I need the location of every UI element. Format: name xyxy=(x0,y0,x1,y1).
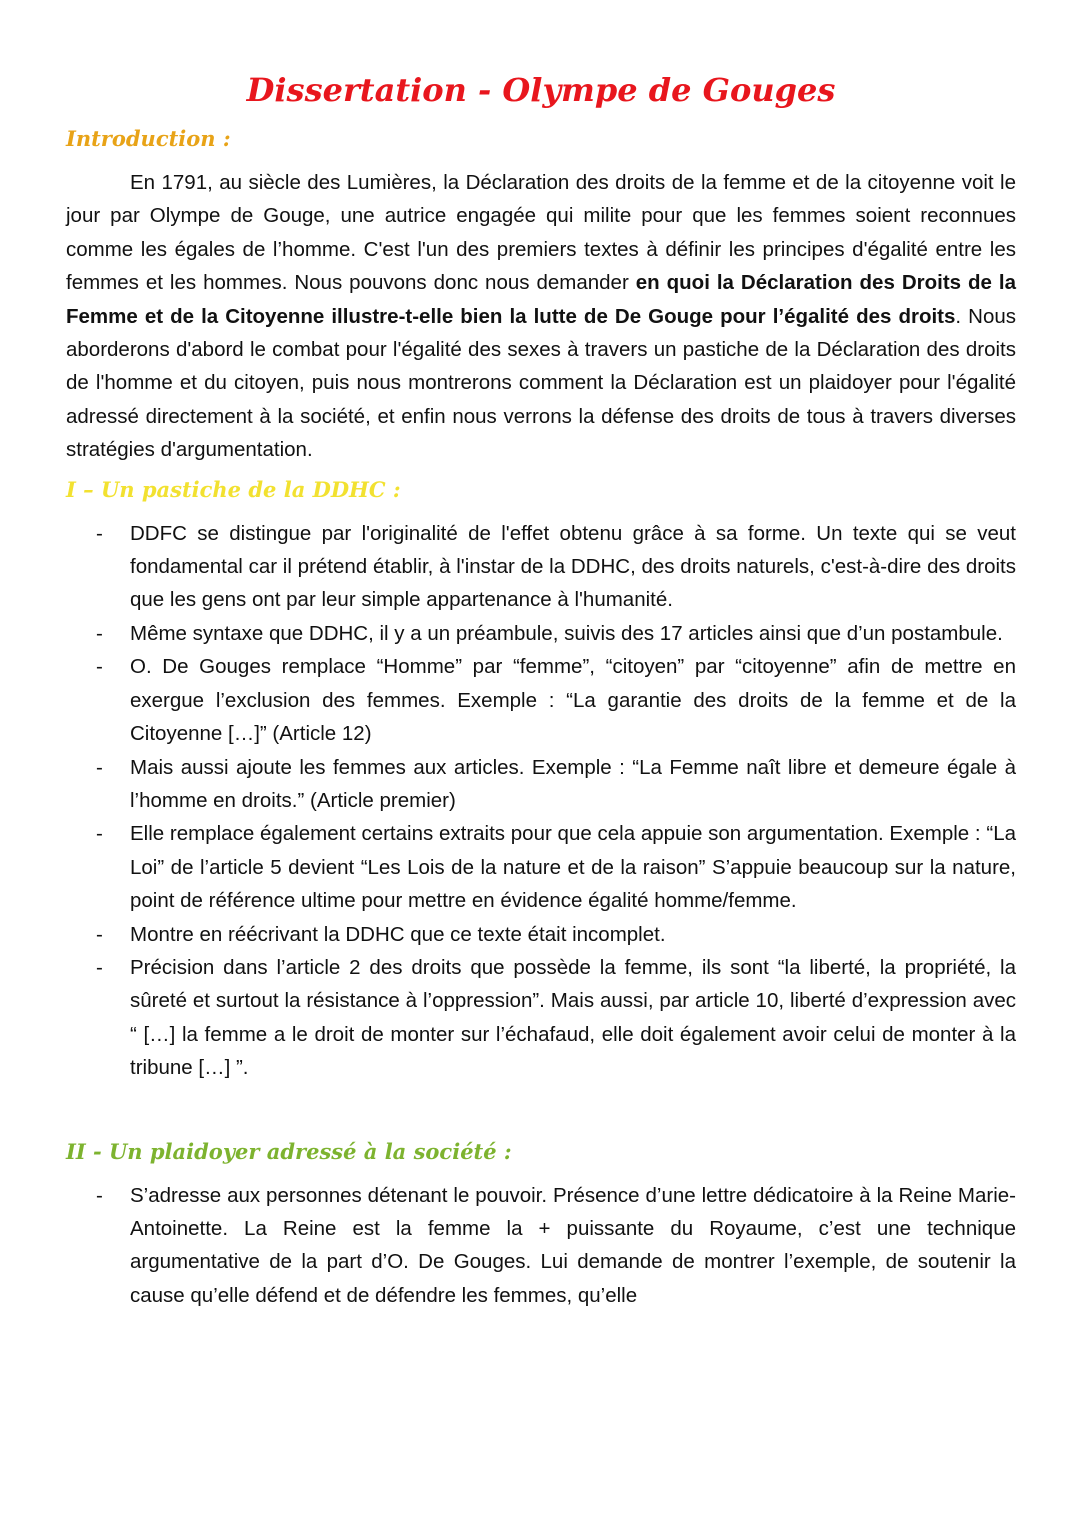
list-item xyxy=(66,817,1016,917)
list-item xyxy=(66,517,1016,617)
part1-bullet-list xyxy=(66,517,1016,1085)
list-item-text: Même syntaxe que DDHC, il y a un préambule, suivis des 17 articles ainsi que d’un postambule. xyxy=(130,621,1003,645)
list-item xyxy=(66,951,1016,1085)
list-item-text: DDFC se distingue par l'originalité de l'effet obtenu grâce à sa forme. Un texte qui se veut fondamental car il prétend établir, à l'instar de la DDHC, des droits naturels, c'est-à-dire des droits que les gens ont par leur simple appartenance à l'humanité. xyxy=(130,521,1016,612)
list-item-text: S’adresse aux personnes détenant le pouvoir. Présence d’une lettre dédicatoire à la Reine Marie-Antoinette. La Reine est la femme la + puissante du Royaume, c’est une technique argumentative de la part d’O. De Gouges. Lui demande de montrer l’exemple, de soutenir la cause qu’elle défend et de défendre les femmes, qu’elle xyxy=(130,1183,1016,1307)
problematique-text: en quoi la Déclaration des Droits de la Femme et de la Citoyenne illustre-t-elle bien la lutte de De Gouge pour l’égalité des droits xyxy=(66,271,1016,328)
introduction-paragraph xyxy=(66,166,1016,467)
bullet-dash: - xyxy=(96,1183,103,1207)
bullet-dash: - xyxy=(96,822,103,846)
list-item xyxy=(66,650,1016,750)
part1-heading: I – Un pastiche de la DDHC : xyxy=(66,476,401,502)
list-item-text: Montre en réécrivant la DDHC que ce texte était incomplet. xyxy=(130,922,666,946)
bullet-dash: - xyxy=(96,755,103,779)
part2-bullet-list xyxy=(66,1179,1016,1313)
list-item xyxy=(66,617,1016,650)
list-item-text: O. De Gouges remplace “Homme” par “femme”, “citoyen” par “citoyenne” afin de mettre en exergue l’exclusion des femmes. Exemple : “La garantie des droits de la femme et de la Citoyenne […]” (Article 12) xyxy=(130,655,1016,746)
list-item xyxy=(66,1179,1016,1313)
list-item-text: Précision dans l’article 2 des droits que possède la femme, ils sont “la liberté, la propriété, la sûreté et surtout la résistance à l’oppression”. Mais aussi, par article 10, liberté d’expression avec “ […] la femme a le droit de monter sur l’échafaud, elle doit également avoir celui de monter à la tribune […] ”. xyxy=(130,955,1016,1080)
bullet-dash: - xyxy=(96,621,103,645)
bullet-dash: - xyxy=(96,955,103,979)
list-item-text: Elle remplace également certains extraits pour que cela appuie son argumentation. Exemple : “La Loi” de l’article 5 devient “Les Lois de la nature et de la raison” S’appuie beaucoup sur la nature, point de référence ultime pour mettre en évidence égalité homme/femme. xyxy=(130,822,1016,913)
bullet-dash: - xyxy=(96,922,103,946)
bullet-dash: - xyxy=(96,521,103,545)
introduction-text-end: . Nous aborderons d'abord le combat pour l'égalité des sexes à travers un pastiche de la Déclaration des droits de l'homme et du citoyen, puis nous montrerons comment la Déclaration est un plaidoyer pour l'égalité adressé directement à la société, et enfin nous verrons la défense des droits de tous à travers diverses stratégies d'argumentation. xyxy=(66,304,1017,462)
introduction-heading: Introduction : xyxy=(66,126,231,151)
list-item xyxy=(66,918,1016,951)
list-item-text: Mais aussi ajoute les femmes aux articles. Exemple : “La Femme naît libre et demeure égale à l’homme en droits.” (Article premier) xyxy=(130,755,1016,812)
part2-heading: II - Un plaidoyer adressé à la société : xyxy=(66,1138,512,1164)
introduction-text-start: En 1791, au siècle des Lumières, la Déclaration des droits de la femme et de la citoyenne voit le jour par Olympe de Gouge, une autrice engagée qui milite pour que les femmes soient reconnues comme les égales de l’homme. C'est l'un des premiers textes à définir les principes d'égalité entre les femmes et les hommes. Nous pouvons donc nous demander xyxy=(66,171,1016,295)
list-item xyxy=(66,751,1016,818)
bullet-dash: - xyxy=(96,655,103,679)
page-title: Dissertation - Olympe de Gouges xyxy=(246,71,836,109)
